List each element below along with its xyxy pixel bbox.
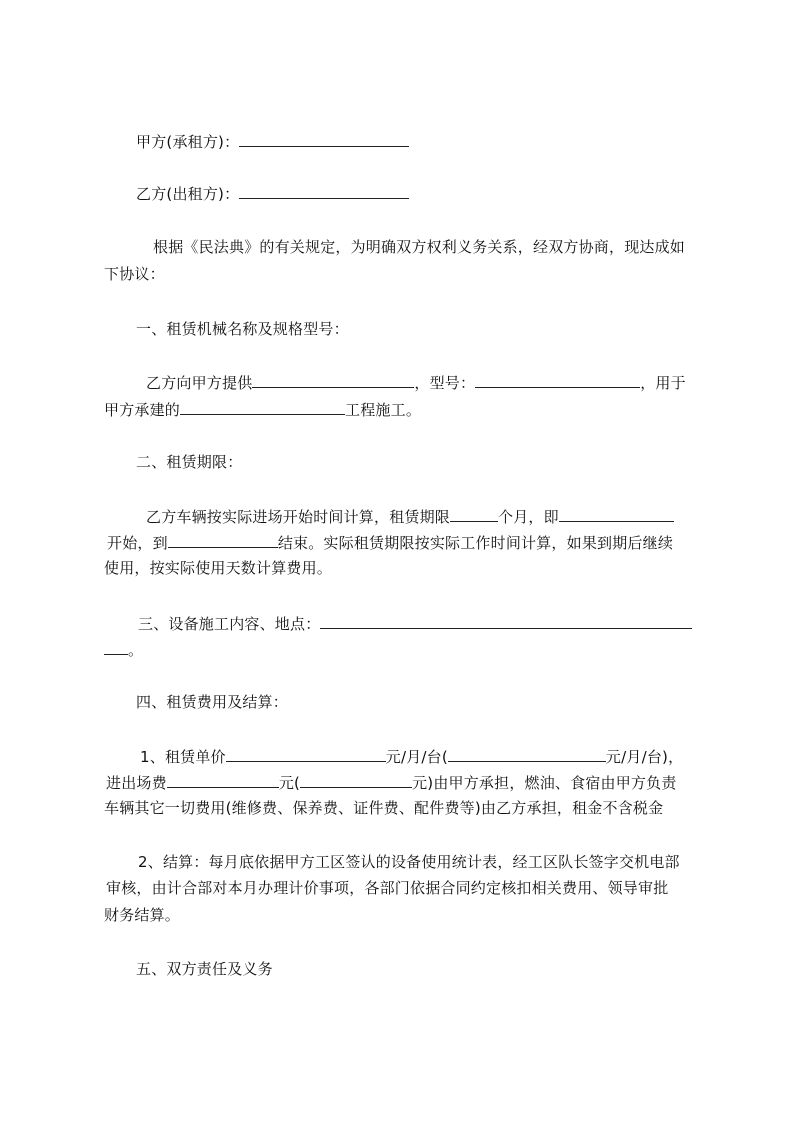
section-1-line-1	[146, 372, 686, 393]
s1-text-b: ，型号：	[414, 374, 476, 392]
s2-text-d: 结束。实际租赁期限按实际工作时间计算，如果到期后继续	[277, 534, 674, 552]
section-4-line-3: 车辆其它一切费用(维修费、保养费、证件费、配件费等)由乙方承担，租金不含税金	[104, 799, 664, 817]
party-b-label: 乙方(出租方)：	[136, 185, 240, 203]
party-b-line	[136, 183, 409, 204]
s4-text-2b: 元(	[278, 774, 301, 792]
section-1-title: 一、租赁机械名称及规格型号：	[136, 320, 349, 338]
s1-text-c: ，用于	[640, 374, 686, 392]
unit-price-upper-blank[interactable]	[448, 746, 606, 762]
preamble-line-2: 下协议：	[104, 265, 165, 283]
s4-text-2c: 元)由甲方承担，燃油、食宿由甲方负责	[412, 774, 677, 792]
s1-text-e: 工程施工。	[345, 401, 422, 419]
s4-text-2a: 进出场费	[106, 774, 167, 792]
section-3-line-1	[138, 613, 692, 634]
location-blank[interactable]	[320, 613, 692, 629]
section-5-title: 五、双方责任及义务	[136, 960, 273, 978]
s2-text-a: 乙方车辆按实际进场开始时间计算，租赁期限	[146, 508, 451, 526]
party-a-line	[136, 131, 409, 152]
s2-text-b: 个月，即	[498, 508, 559, 526]
model-blank[interactable]	[475, 372, 640, 388]
section-3-line-2	[104, 639, 143, 660]
unit-price-blank[interactable]	[226, 746, 386, 762]
settlement-line-2: 审核，由计合部对本月办理计价事项，各部门依据合同约定核扣相关费用、领导审批	[106, 879, 669, 897]
party-a-blank[interactable]	[239, 131, 409, 147]
section-1-line-2	[104, 399, 421, 420]
months-blank[interactable]	[450, 506, 498, 522]
section-2-line-3: 使用，按实际使用天数计算费用。	[104, 559, 333, 577]
s2-text-c: 开始，到	[107, 534, 168, 552]
s3-title: 三、设备施工内容、地点：	[138, 615, 321, 633]
s4-text-1b: 元/月/台(	[385, 748, 448, 766]
preamble-line-1: 根据《民法典》的有关规定，为明确双方权利义务关系，经双方协商，现达成如	[153, 238, 686, 256]
s1-text-d: 甲方承建的	[104, 401, 181, 419]
s3-end: 。	[128, 641, 144, 659]
section-4-title: 四、租赁费用及结算：	[136, 693, 289, 711]
end-date-blank[interactable]	[168, 532, 278, 548]
s4-text-1c: 元/月/台)，	[605, 748, 684, 766]
section-2-line-1	[146, 506, 674, 527]
start-date-blank[interactable]	[559, 506, 674, 522]
section-2-line-2	[107, 532, 673, 553]
machine-name-blank[interactable]	[252, 372, 414, 388]
settlement-line-3: 财务结算。	[104, 906, 181, 924]
transport-fee-blank[interactable]	[167, 772, 279, 788]
transport-fee-upper-blank[interactable]	[300, 772, 412, 788]
s1-text-a: 乙方向甲方提供	[146, 374, 253, 392]
s4-text-1a: 1、租赁单价	[140, 748, 226, 766]
settlement-line-1: 2、结算：每月底依据甲方工区签认的设备使用统计表，经工区队长签字交机电部	[138, 853, 680, 871]
party-b-blank[interactable]	[239, 183, 409, 199]
section-2-title: 二、租赁期限：	[136, 453, 243, 471]
party-a-label: 甲方(承租方)：	[136, 133, 240, 151]
section-4-line-1	[140, 746, 683, 767]
location-blank-continued[interactable]	[104, 639, 128, 655]
section-4-line-2	[106, 772, 677, 793]
project-blank[interactable]	[180, 399, 345, 415]
